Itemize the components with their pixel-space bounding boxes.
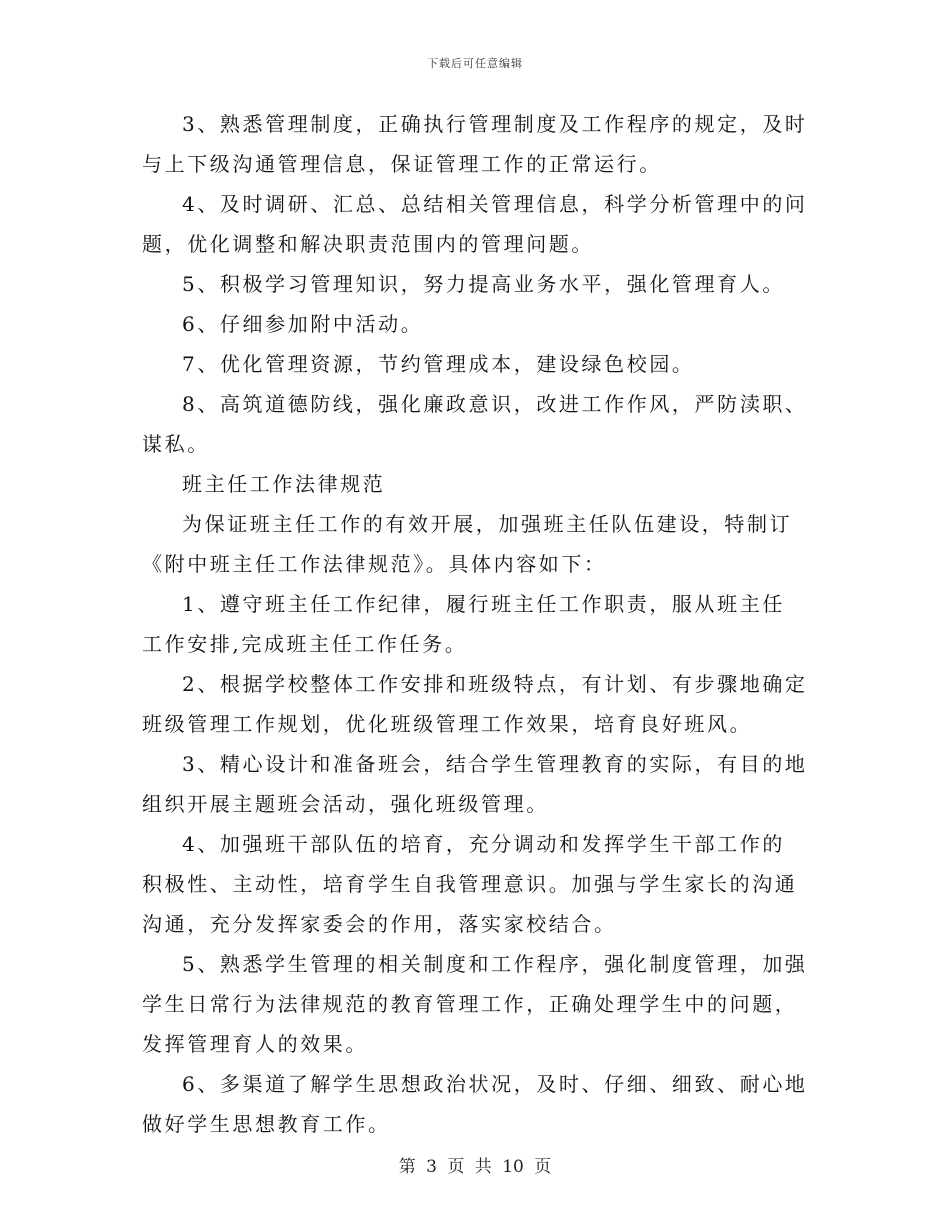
paragraph-duty-3: 3、熟悉管理制度，正确执行管理制度及工作程序的规定，及时与上下级沟通管理信息，保证管理工作的正常运行。 <box>142 112 808 176</box>
paragraph-duty-6: 6、仔细参加附中活动。 <box>182 312 424 336</box>
paragraph-intro: 为保证班主任工作的有效开展，加强班主任队伍建设，特制订《附中班主任工作法律规范》。具体内容如下： <box>142 512 793 576</box>
paragraph-duty-8: 8、高筑道德防线，强化廉政意识，改进工作作风，严防渎职、谋私。 <box>142 392 808 456</box>
page-header: 下载后可任意编辑 <box>427 57 523 70</box>
paragraph-rule-4: 4、加强班干部队伍的培育，充分调动和发挥学生干部工作的 积极性、主动性，培育学生自我管理意识。加强与学生家长的沟通沟通，充分发挥家委会的作用，落实家校结合。 <box>142 832 798 936</box>
section-heading: 班主任工作法律规范 <box>182 472 386 496</box>
paragraph-rule-6: 6、多渠道了解学生思想政治状况，及时、仔细、细致、耐心地做好学生思想教育工作。 <box>142 1072 808 1136</box>
paragraph-duty-4: 4、及时调研、汇总、总结相关管理信息，科学分析管理中的问题，优化调整和解决职责范围内的管理问题。 <box>142 192 808 256</box>
page-number: 第 3 页 共 10 页 <box>398 1157 552 1177</box>
paragraph-duty-7: 7、优化管理资源，节约管理成本，建设绿色校园。 <box>182 352 695 376</box>
paragraph-rule-2: 2、根据学校整体工作安排和班级特点，有计划、有步骤地确定班级管理工作规划，优化班级管理工作效果，培育良好班风。 <box>142 672 808 736</box>
paragraph-duty-5: 5、积极学习管理知识，努力提高业务水平，强化管理育人。 <box>182 272 785 296</box>
paragraph-rule-5: 5、熟悉学生管理的相关制度和工作程序，强化制度管理，加强学生日常行为法律规范的教育管理工作，正确处理学生中的问题，发挥管理育人的效果。 <box>142 952 808 1056</box>
paragraph-rule-3: 3、精心设计和准备班会，结合学生管理教育的实际，有目的地组织开展主题班会活动，强化班级管理。 <box>142 752 808 816</box>
document-body <box>142 104 814 1144</box>
paragraph-rule-1: 1、遵守班主任工作纪律，履行班主任工作职责，服从班主任 工作安排,完成班主任工作任务。 <box>142 592 785 656</box>
